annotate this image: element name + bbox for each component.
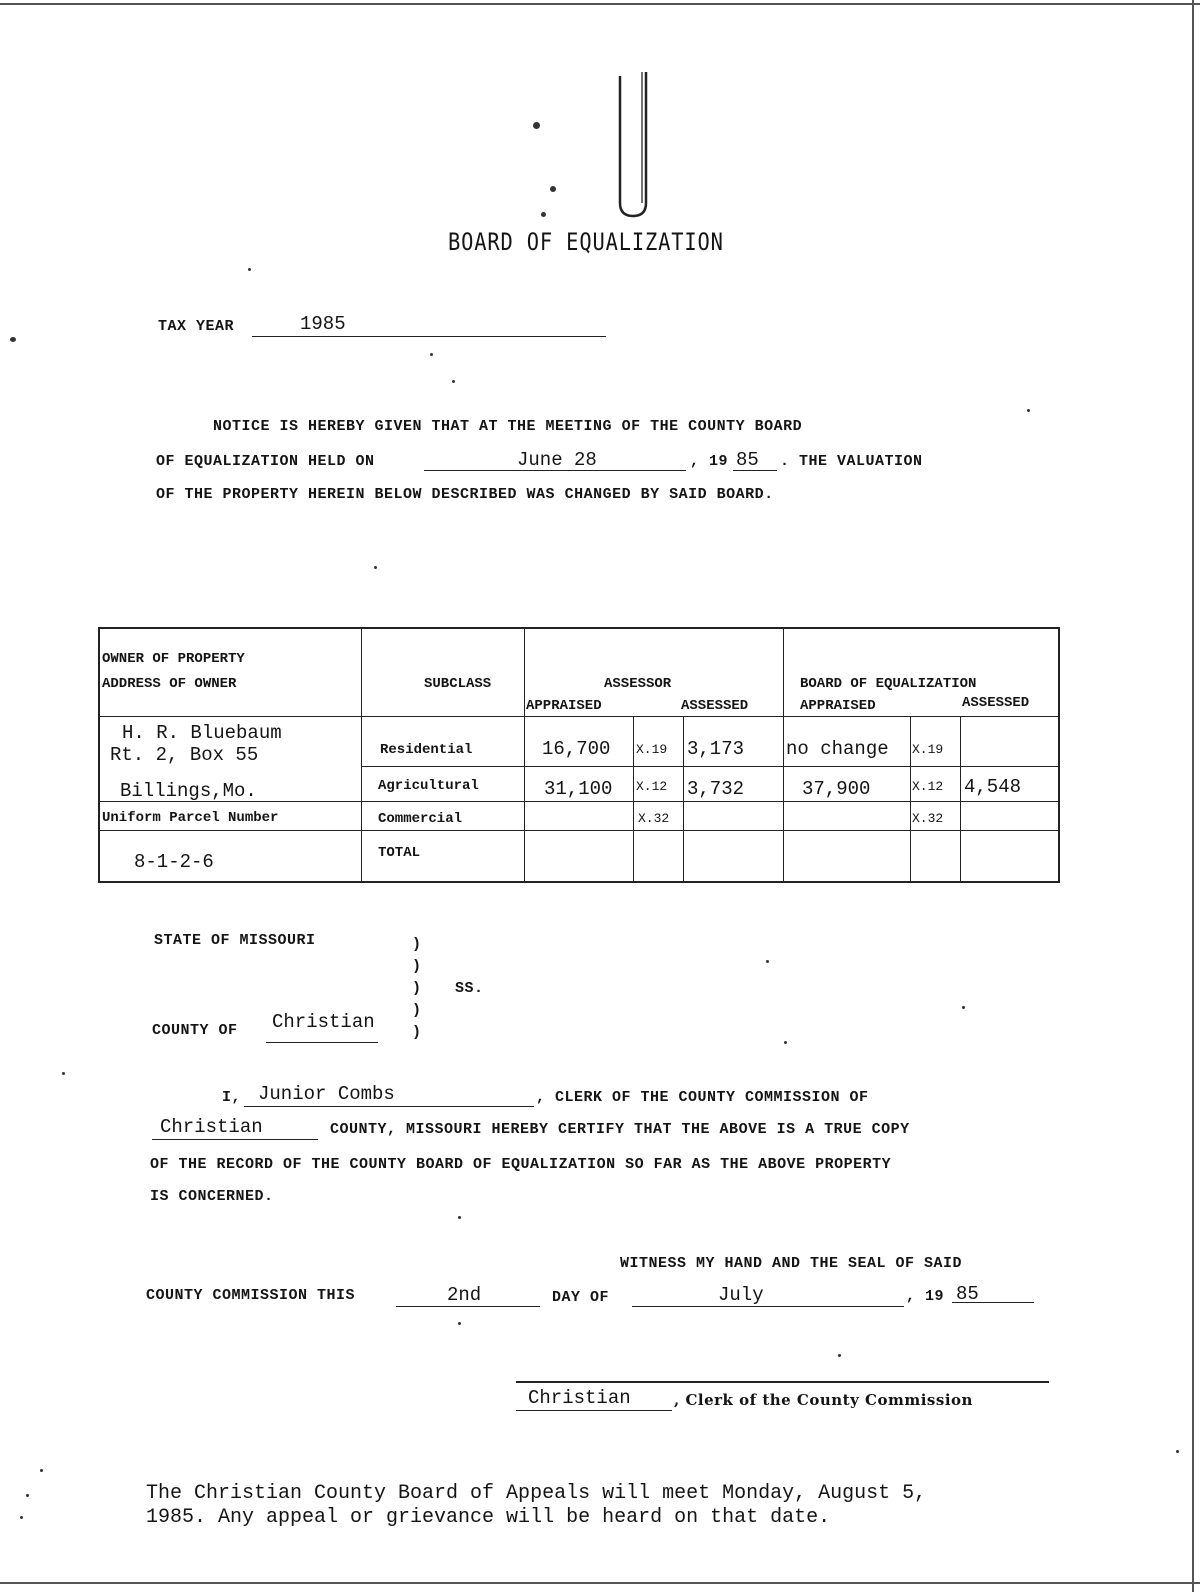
witness-month: July [718,1284,764,1306]
tax-year-value: 1985 [300,313,346,335]
residential-assessor-rate: X.19 [636,742,668,757]
witness-year-suffix: 85 [956,1283,979,1305]
commercial-board-rate: X.32 [912,811,944,826]
agricultural-assessor-rate: X.12 [636,779,668,794]
meeting-date: June 28 [517,449,597,471]
owner-name: H. R. Bluebaum [122,722,282,744]
notice-line-1: NOTICE IS HEREBY GIVEN THAT AT THE MEETING OF THE COUNTY BOARD [213,418,803,435]
speck [550,186,556,192]
speck [458,1216,461,1219]
speck [1027,409,1030,412]
table-row-divider [361,766,1058,767]
residential-assessor-assessed: 3,173 [687,738,745,760]
subclass-commercial: Commercial [378,811,463,827]
page-edge-bottom [0,1582,1200,1584]
speck [784,1041,787,1044]
parcel-label: Uniform Parcel Number [102,810,279,826]
cert-line-4: IS CONCERNED. [150,1188,274,1205]
agricultural-board-appraised: 37,900 [802,778,871,800]
speck [26,1494,29,1497]
speck [62,1072,65,1075]
meeting-date-underline [424,470,686,471]
header-owner: OWNER OF PROPERTY [102,651,245,667]
subclass-residential: Residential [380,742,473,758]
owner-address-1: Rt. 2, Box 55 [110,744,259,766]
speck [533,122,540,129]
venue-brace: ) ) ) ) ) [412,936,422,1041]
witness-line-1: WITNESS MY HAND AND THE SEAL OF SAID [620,1255,963,1272]
signature-name: Christian [528,1387,631,1409]
speck [541,212,546,217]
header-subclass: SUBCLASS [424,676,492,692]
speck [838,1354,841,1357]
header-board-assessed: ASSESSED [962,695,1030,711]
clerk-name-underline [244,1106,534,1107]
signature-name-underline [516,1410,672,1411]
witness-day-underline [396,1306,540,1307]
residential-board-appraised: no change [786,738,889,760]
cert-county: Christian [160,1116,263,1138]
document-title: BOARD OF EQUALIZATION [448,228,724,256]
speck [452,380,455,383]
agricultural-board-rate: X.12 [912,779,944,794]
subclass-total: TOTAL [378,845,421,861]
owner-address-2: Billings,Mo. [120,780,257,802]
agricultural-board-assessed: 4,548 [964,776,1022,798]
page-edge-top [0,3,1200,5]
speck [40,1469,43,1472]
venue-county-label: COUNTY OF [152,1022,238,1039]
cert-county-underline [152,1139,318,1140]
paper-clip-mark [600,68,670,223]
speck [962,1006,965,1009]
agricultural-assessor-assessed: 3,732 [687,778,745,800]
speck [248,268,251,271]
witness-day: 2nd [447,1284,482,1306]
signature-line [516,1381,1049,1383]
clerk-name: Junior Combs [258,1083,395,1105]
speck [766,960,769,963]
agricultural-assessor-appraised: 31,100 [544,778,613,800]
speck [458,1322,461,1325]
cert-prefix: I, [222,1089,242,1106]
table-col-divider [683,717,684,881]
tax-year-label: TAX YEAR [158,318,235,335]
table-col-divider [524,629,525,881]
commercial-assessor-rate: X.32 [638,811,670,826]
speck [20,1516,23,1519]
tax-year-underline [252,336,606,337]
footer-line-2: 1985. Any appeal or grievance will be heard on that date. [146,1506,831,1529]
table-col-divider [910,717,911,881]
venue-county-underline [266,1042,378,1043]
residential-board-rate: X.19 [912,742,944,757]
footer-line-1: The Christian County Board of Appeals will meet Monday, August 5, [146,1482,927,1505]
meeting-year-suffix: 85 [736,449,759,471]
witness-day-of: DAY OF [552,1289,610,1306]
page-edge-right [1192,0,1194,1592]
witness-year-underline [952,1302,1034,1303]
table-col-divider [960,717,961,881]
speck [374,566,377,569]
cert-line-3: OF THE RECORD OF THE COUNTY BOARD OF EQUALIZATION SO FAR AS THE ABOVE PROPERTY [150,1156,892,1173]
residential-assessor-appraised: 16,700 [542,738,611,760]
signature-title: , Clerk of the County Commission [674,1391,973,1409]
meeting-year-underline [733,470,777,471]
witness-line-2-prefix: COUNTY COMMISSION THIS [146,1287,356,1304]
table-col-divider [361,627,362,883]
valuation-table [98,627,1060,883]
header-assessor-appraised: APPRAISED [526,698,602,714]
notice-line-2-suffix: . THE VALUATION [780,453,923,470]
speck [10,337,16,342]
subclass-agricultural: Agricultural [378,778,479,794]
speck [430,353,433,356]
meeting-year-prefix: , 19 [690,453,729,470]
header-assessor: ASSESSOR [604,676,672,692]
header-assessor-assessed: ASSESSED [681,698,749,714]
table-col-divider [633,717,634,881]
header-board-appraised: APPRAISED [800,698,876,714]
witness-year-prefix: , 19 [906,1288,945,1305]
venue-ss: SS. [455,980,484,997]
table-col-divider [783,629,784,881]
parcel-number: 8-1-2-6 [134,851,214,873]
cert-line-1-suffix: , CLERK OF THE COUNTY COMMISSION OF [536,1089,869,1106]
witness-month-underline [632,1306,904,1307]
header-address: ADDRESS OF OWNER [102,676,237,692]
table-row-divider [100,716,1058,717]
table-row-divider [100,830,1058,831]
header-board: BOARD OF EQUALIZATION [800,676,977,692]
cert-line-2-suffix: COUNTY, MISSOURI HEREBY CERTIFY THAT THE ABOVE IS A TRUE COPY [330,1121,910,1138]
venue-county: Christian [272,1011,375,1033]
speck [1176,1450,1179,1453]
venue-state: STATE OF MISSOURI [154,932,316,949]
notice-line-2-prefix: OF EQUALIZATION HELD ON [156,453,375,470]
notice-line-3: OF THE PROPERTY HEREIN BELOW DESCRIBED WAS CHANGED BY SAID BOARD. [156,486,774,503]
